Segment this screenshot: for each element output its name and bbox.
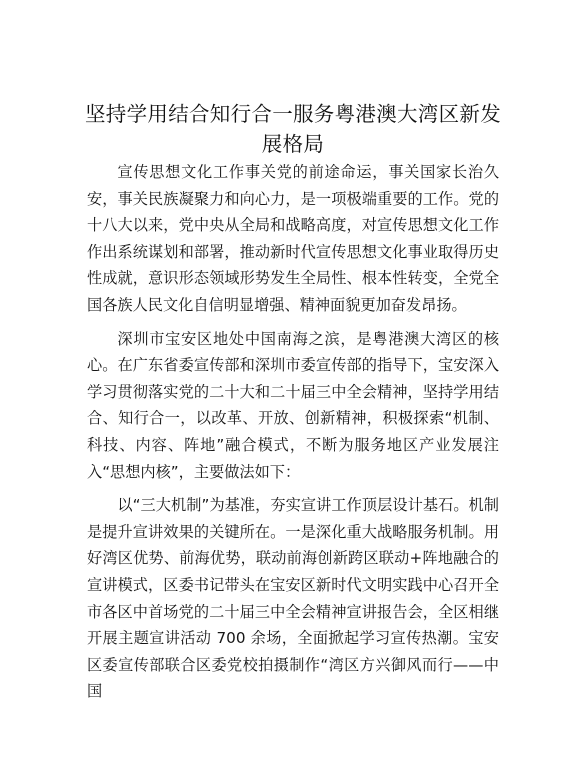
document-title: 坚持学用结合知行合一服务粤港澳大湾区新发展格局 [85, 102, 501, 156]
paragraph-intro: 宣传思想文化工作事关党的前途命运，事关国家长治久安，事关民族凝聚力和向心力，是一项极端重要的工作。党的十八大以来，党中央从全局和战略高度，对宣传思想文化工作作出系统谋划和部署，推动新时代宣传思想文化事业取得历史性成就，意识形态领域形势发生全局性、根本性转变，全党全国各族人民文化自信明显增强、精神面貌更加奋发昂扬。 [87, 163, 499, 314]
paragraph-mechanisms: 以“三大机制”为基准，夯实宣讲工作顶层设计基石。机制是提升宣讲效果的关键所在。一是深化重大战略服务机制。用好湾区优势、前海优势，联动前海创新跨区联动+阵地融合的宣讲模式，区委书记带头在宝安区新时代文明实践中心召开全市各区中首场党的二十届三中全会精神宣讲报告会，全区相继开展主题宣讲活动 700 余场，全面掀起学习宣传热潮。宝安区委宣传部联合区委党校拍摄制作“湾区方兴御风而行——中国 [87, 496, 499, 701]
paragraph-baoan: 深圳市宝安区地处中国南海之滨，是粤港澳大湾区的核心。在广东省委宣传部和深圳市委宣传部的指导下，宝安深入学习贯彻落实党的二十大和二十届三中全会精神，坚持学用结合、知行合一，以改革、开放、创新精神，积极探索“机制、科技、内容、阵地”融合模式，不断为服务地区产业发展注入“思想内核”，主要做法如下： [87, 329, 499, 481]
document-body [87, 159, 499, 712]
